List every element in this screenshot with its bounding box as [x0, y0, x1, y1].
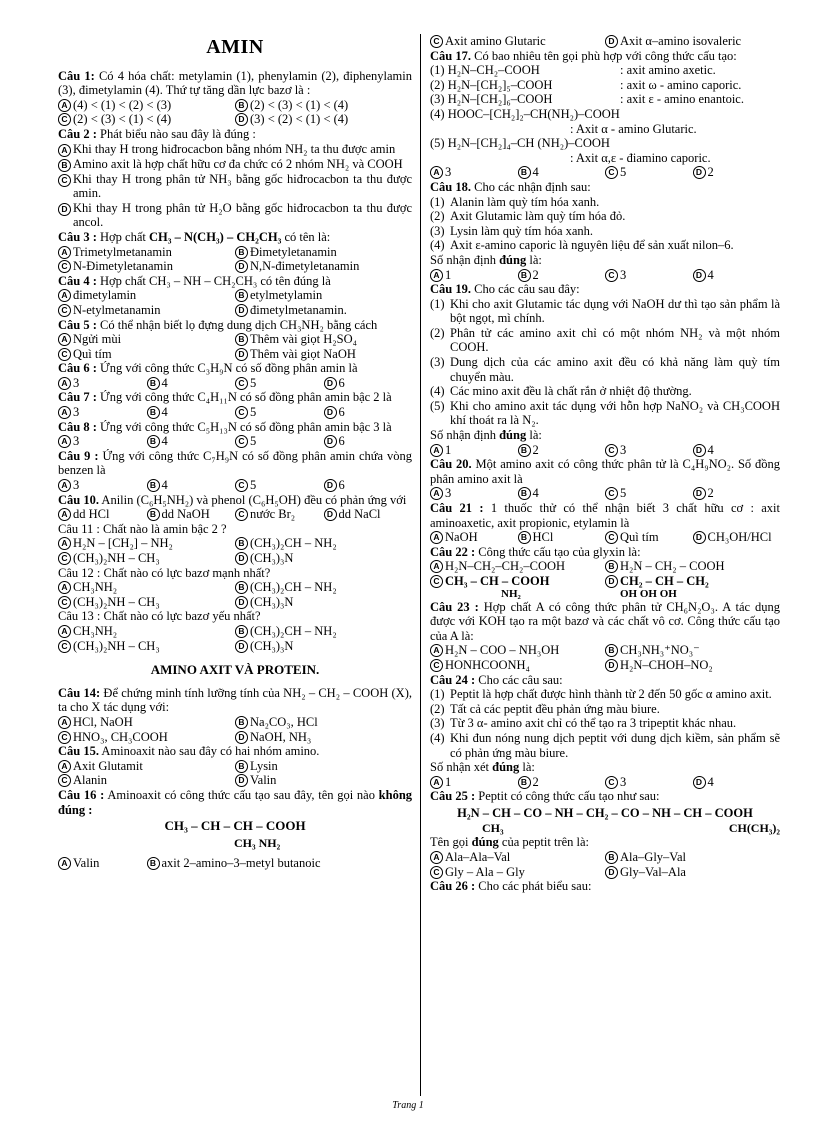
peptide-formula-substituents: CH₃ CH(CH₃)₂ — [482, 821, 780, 836]
question-label: Câu 21 : — [430, 501, 484, 515]
option-b[interactable]: B 2 — [518, 775, 606, 790]
option-b[interactable]: B 4 — [147, 434, 236, 449]
option-d[interactable]: D 6 — [324, 405, 413, 420]
option-c[interactable]: C (CH₃)₂NH – CH₃ — [58, 595, 235, 610]
question-text: Peptit có công thức cấu tạo như sau: — [478, 789, 660, 804]
option-b[interactable]: B 2 — [518, 443, 606, 458]
compound-item: (1) H₂N–CH₂–COOH : axit amino axetic. — [430, 63, 716, 78]
name-prompt: Tên gọi đúng của peptit trên là: — [430, 835, 590, 850]
question-label: Câu 9 : — [58, 448, 99, 463]
question-label: Câu 6 : — [58, 361, 97, 376]
section-title: AMINO AXIT VÀ PROTEIN. — [150, 662, 320, 678]
option-d[interactable]: D Valin — [235, 773, 412, 788]
structural-formula: CH₂ – CH – CH₂ — [620, 573, 709, 588]
question-16: Câu 16 : Aminoaxit có công thức cấu tạo sau đây, tên gọi nào không đúng : CH₃ – CH – CH – COOH CH₃ NH₂ A Valin B axit 2–amino–3–metyl butanoic — [58, 787, 413, 871]
question-label: Câu 26 : — [430, 879, 476, 894]
question-label: Câu 14: — [58, 685, 101, 700]
question-text: Ứng với công thức C₇H₉N có số đồng phân amin chứa vòng benzen là — [58, 448, 413, 478]
option-c[interactable]: C HNO₃, CH₃COOH — [58, 730, 235, 745]
question-8 — [58, 420, 412, 449]
option-d[interactable]: D Axit α–amino isovaleric — [605, 34, 780, 49]
question-11 — [58, 522, 412, 566]
option-c[interactable]: C 3 — [605, 443, 693, 458]
page-title: AMIN — [206, 36, 264, 58]
option-d[interactable]: D Gly–Val–Ala — [605, 865, 780, 880]
structural-formula-substituents: NH₂ — [501, 587, 521, 600]
option-a[interactable]: A H₂N–CH₂–CH₂–COOH — [430, 559, 605, 574]
compound-item: (5) H₂N–[CH₂]₄–CH (NH₂)–COOH — [430, 136, 610, 151]
option-d[interactable]: D 6 — [324, 478, 413, 493]
option-a[interactable]: A (4) < (1) < (2) < (3) — [58, 98, 235, 113]
option-b[interactable]: B H₂N – CH₂ – COOH — [605, 559, 780, 574]
question-17 — [430, 49, 780, 180]
option-d[interactable]: D (3) < (2) < (1) < (4) — [235, 112, 412, 127]
question-3: Câu 3 : Hợp chất CH₃ – N(CH₃) – CH₂CH₃ có tên là: A Trimetylmetanamin B Đimetyletanamin C N-Đimetyletanamin D N,N-đimetyletanamin — [58, 230, 412, 274]
option-a[interactable]: A H₂N – [CH₂] – NH₂ — [58, 536, 235, 551]
compound-formula: CH₃ – N(CH₃) – CH₂CH₃ — [149, 229, 282, 244]
option-a[interactable]: A 3 — [430, 486, 518, 501]
question-label: Câu 12 : — [58, 565, 101, 580]
option-d[interactable]: D 4 — [693, 268, 781, 283]
question-label: Câu 5 : — [58, 317, 97, 332]
option-b[interactable]: B Ala–Gly–Val — [605, 850, 780, 865]
option-d[interactable]: D (CH₃)₃N — [235, 595, 412, 610]
option-a[interactable]: A 1 — [430, 775, 518, 790]
question-text: Aminoaxit nào sau đây có hai nhóm amino. — [101, 744, 320, 759]
option-d[interactable]: D 2 — [693, 486, 781, 501]
question-text: Để chứng minh tính lưỡng tính của NH₂ – CH₂ – COOH (X), ta cho X tác dụng với: — [58, 685, 412, 715]
structural-formula: CH₃ – CH – CH – COOH — [164, 818, 306, 834]
question-label: Câu 8 : — [58, 419, 97, 434]
count-prompt: Số nhận định đúng là: — [430, 252, 542, 267]
option-d[interactable]: D 4 — [693, 443, 781, 458]
page-footer: Trang 1 — [392, 1100, 424, 1111]
statement: (2) Axit Glutamic làm quỳ tím hóa đỏ. — [430, 209, 626, 224]
question-label: Câu 16 : — [58, 787, 105, 802]
option-c[interactable]: C Khi thay H trong phân tử NH₃ bằng gốc hiđrocacbon ta thu được amin. — [58, 172, 412, 201]
compound-desc: : Axit α,ε - điamino caporic. — [570, 150, 711, 165]
question-label: Câu 20. — [430, 457, 472, 472]
question-text: Phát biểu nào sau đây là đúng : — [100, 126, 256, 141]
option-b[interactable]: B Đimetyletanamin — [235, 245, 412, 260]
option-a[interactable]: A 1 — [430, 443, 518, 458]
option-d[interactable]: D CH₂ – CH – CH₂ OH OH OH — [605, 574, 780, 600]
option-d[interactable]: D NaOH, NH₃ — [235, 730, 412, 745]
question-9 — [58, 449, 412, 493]
right-column — [430, 34, 780, 894]
option-d[interactable]: D 2 — [693, 165, 781, 180]
option-c[interactable]: C 5 — [235, 376, 324, 391]
option-a[interactable]: A 3 — [58, 376, 147, 391]
option-b[interactable]: B etylmetylamin — [235, 288, 412, 303]
option-d[interactable]: D H₂N–CHOH–NO₂ — [605, 658, 780, 673]
option-a[interactable]: A 1 — [430, 268, 518, 283]
option-a[interactable]: A Trimetylmetanamin — [58, 245, 235, 260]
question-text: Ứng với công thức C₅H₁₃N có số đồng phân amin bậc 3 là — [100, 419, 392, 434]
question-label: Câu 4 : — [58, 273, 97, 288]
option-b[interactable]: B 4 — [518, 486, 606, 501]
option-a[interactable]: A 3 — [58, 434, 147, 449]
option-c[interactable]: C 3 — [605, 268, 693, 283]
statement: (1) Alanin làm quỳ tím hóa xanh. — [430, 194, 600, 209]
option-b[interactable]: B axit 2–amino–3–metyl butanoic — [147, 856, 413, 871]
statement: (1) Khi cho axit Glutamic tác dụng với NaOH dư thì tạo sản phẩm là bột ngọt, mì chính. — [430, 296, 780, 326]
option-a[interactable]: A Ngửi mùi — [58, 332, 235, 347]
option-b[interactable]: B (CH₃)₂CH – NH₂ — [235, 624, 412, 639]
question-label: Câu 17. — [430, 48, 471, 63]
option-c[interactable]: C 5 — [235, 434, 324, 449]
question-label: Câu 15. — [58, 744, 99, 759]
option-b[interactable]: B CH₃NH₃⁺NO₃⁻ — [605, 643, 780, 658]
question-label: Câu 19. — [430, 282, 471, 297]
question-label: Câu 18. — [430, 179, 471, 194]
option-b[interactable]: B 4 — [147, 478, 236, 493]
option-b[interactable]: B Lysin — [235, 759, 412, 774]
option-c[interactable]: C Axit amino Glutaric — [430, 34, 605, 49]
option-b[interactable]: B (CH₃)₂CH – NH₂ — [235, 536, 412, 551]
question-text: Có bao nhiêu tên gọi phù hợp với công thức cấu tạo: — [474, 48, 737, 63]
option-d[interactable]: D N,N-đimetyletanamin — [235, 259, 412, 274]
option-d[interactable]: D Thêm vài giọt NaOH — [235, 347, 412, 362]
question-text: Công thức cấu tạo của glyxin là: — [478, 544, 641, 559]
question-4 — [58, 274, 412, 318]
option-b[interactable]: B (2) < (3) < (1) < (4) — [235, 98, 412, 113]
option-c[interactable]: C nước Br₂ — [235, 507, 324, 522]
option-d[interactable]: D 6 — [324, 376, 413, 391]
compound-item: (4) HOOC–[CH₂]₂–CH(NH₂)–COOH — [430, 106, 620, 121]
option-d[interactable]: D dd NaCl — [324, 507, 413, 522]
question-text: 1 thuốc thử có thể nhận biết 3 chất hữu cơ : axit aminoaxetic, axit propionic, etylamin là — [430, 501, 780, 530]
question-label: Câu 24 : — [430, 672, 476, 687]
question-label: Câu 3 : — [58, 229, 97, 244]
question-20 — [430, 457, 780, 501]
question-6 — [58, 361, 412, 390]
structural-formula: CH₃ – CH – COOH — [445, 573, 550, 588]
option-c[interactable]: C HONHCOONH₄ — [430, 658, 605, 673]
left-column — [58, 34, 412, 871]
option-a[interactable]: A H₂N – COO – NH₃OH — [430, 643, 605, 658]
count-prompt: Số nhận định đúng là: — [430, 428, 542, 443]
option-b[interactable]: B Amino axit là hợp chất hữu cơ đa chức có 2 nhóm NH₂ và COOH — [58, 157, 412, 172]
question-15 — [58, 744, 412, 788]
question-text: Cho các câu sau đây: — [474, 282, 580, 297]
question-text: Một amino axit có công thức phân tử là C₄H₉NO₂. Số đồng phân amino axit là — [430, 457, 781, 486]
question-24 — [430, 673, 780, 790]
option-b[interactable]: B 4 — [518, 165, 606, 180]
option-a[interactable]: A 3 — [58, 478, 147, 493]
option-b[interactable]: B Na₂CO₃, HCl — [235, 715, 412, 730]
option-c[interactable]: C Gly – Ala – Gly — [430, 865, 605, 880]
question-text: Cho các nhận định sau: — [474, 179, 591, 194]
option-a[interactable]: A NaOH — [430, 530, 518, 545]
statement: (4) Axit ε-amino caporic là nguyên liệu để sản xuất nilon–6. — [430, 238, 734, 253]
statement: (2) Tất cả các peptit đều phản ứng màu biure. — [430, 701, 660, 716]
question-text: Có 4 hóa chất: metylamin (1), phenylamin (2), điphenylamin (3), đimetylamin (4). Thứ tự tăng dần lực bazơ là : — [58, 68, 412, 98]
question-text: Chất nào có lực bazơ mạnh nhất? — [103, 565, 271, 580]
option-c[interactable]: C Quì tím — [605, 530, 693, 545]
option-d[interactable]: D CH₃OH/HCl — [693, 530, 781, 545]
option-a[interactable]: A Ala–Ala–Val — [430, 850, 605, 865]
question-label: Câu 1: — [58, 68, 95, 83]
question-text: Cho các câu sau: — [478, 672, 563, 687]
statement: (1) Peptit là hợp chất được hình thành từ 2 đến 50 gốc α amino axit. — [430, 687, 772, 702]
option-d[interactable]: D (CH₃)₃N — [235, 639, 412, 654]
option-c[interactable]: C 3 — [605, 775, 693, 790]
statement: (4) Khi đun nóng nung dịch peptit với dung dịch kiềm, sản phẩm sẽ có phản ứng màu biure. — [430, 730, 780, 760]
question-7 — [58, 390, 412, 419]
statement: (3) Lysin làm quỳ tím hóa xanh. — [430, 223, 594, 238]
option-d[interactable]: D Khi thay H trong phân tử H₂O bằng gốc hiđrocacbon ta thu được ancol. — [58, 201, 412, 230]
option-c[interactable]: C CH₃ – CH – COOH NH₂ — [430, 574, 605, 600]
count-prompt: Số nhận xét đúng là: — [430, 760, 535, 775]
question-22 — [430, 545, 780, 600]
option-a[interactable]: A 3 — [430, 165, 518, 180]
option-b[interactable]: B (CH₃)₂CH – NH₂ — [235, 580, 412, 595]
question-text: Anilin (C₆H₅NH₂) và phenol (C₆H₅OH) đều có phản ứng với — [101, 492, 407, 507]
option-c[interactable]: C 5 — [235, 405, 324, 420]
question-26 — [430, 879, 780, 894]
option-a[interactable]: A Valin — [58, 856, 147, 871]
option-b[interactable]: B 4 — [147, 405, 236, 420]
question-23 — [430, 600, 780, 673]
question-18 — [430, 180, 780, 282]
question-text: Hợp chất CH₃ – NH – CH₂CH₃ có tên đúng là — [100, 273, 331, 288]
question-label: Câu 10. — [58, 492, 99, 507]
statement: (2) Phân tử các amino axit chỉ có một nhóm NH₂ và một nhóm COOH. — [430, 325, 780, 355]
option-a[interactable]: A Khi thay H trong hiđrocacbon bằng nhóm NH₂ ta thu được amin — [58, 142, 412, 157]
option-a[interactable]: A 3 — [58, 405, 147, 420]
question-text: Chất nào là amin bậc 2 ? — [103, 521, 227, 536]
question-text: Cho các phát biểu sau: — [478, 879, 592, 894]
option-d[interactable]: D đimetylmetanamin. — [235, 303, 412, 318]
option-c[interactable]: C (CH₃)₂NH – CH₃ — [58, 551, 235, 566]
option-b[interactable]: B dd NaOH — [147, 507, 236, 522]
question-25 — [430, 789, 780, 879]
question-19 — [430, 282, 780, 457]
question-2 — [58, 127, 412, 230]
question-text: Chất nào có lực bazơ yếu nhất? — [103, 609, 261, 624]
question-label: Câu 23 : — [430, 599, 479, 614]
option-c[interactable]: C Quì tím — [58, 347, 235, 362]
option-b[interactable]: B 4 — [147, 376, 236, 391]
question-text: Hợp chất A có công thức phân tử CH₆N₂O₃. A tác dụng được với KOH tạo ra một bazơ và các chất vô cơ. Công thức cấu tạo của A là: — [430, 599, 780, 643]
option-a[interactable]: A đimetylamin — [58, 288, 235, 303]
statement: (5) Khi cho amino axit tác dụng với hỗn hợp NaNO₂ và CH₃COOH khí thoát ra là N₂. — [430, 398, 780, 428]
statement: (3) Dung dịch của các amino axit đều có khả năng làm quỳ tím chuyển màu. — [430, 355, 780, 384]
option-c[interactable]: C (2) < (3) < (1) < (4) — [58, 112, 235, 127]
option-a[interactable]: A CH₃NH₂ — [58, 580, 235, 595]
question-16-continued — [430, 34, 780, 49]
question-1 — [58, 69, 412, 127]
question-21 — [430, 501, 780, 545]
option-c[interactable]: C N-Đimetyletanamin — [58, 259, 235, 274]
option-c[interactable]: C 5 — [605, 165, 693, 180]
option-d[interactable]: D (CH₃)₃N — [235, 551, 412, 566]
option-d[interactable]: D 6 — [324, 434, 413, 449]
question-label: Câu 22 : — [430, 544, 476, 559]
question-12 — [58, 566, 412, 610]
option-c[interactable]: C Alanin — [58, 773, 235, 788]
question-label: Câu 13 : — [58, 609, 101, 624]
option-a[interactable]: A CH₃NH₂ — [58, 624, 235, 639]
option-c[interactable]: C 5 — [605, 486, 693, 501]
question-14 — [58, 686, 412, 744]
question-label: Câu 11 : — [58, 521, 100, 536]
compound-item: (2) H₂N–[CH₂]₅–COOH : axit ω - amino caporic. — [430, 77, 742, 92]
question-5 — [58, 318, 412, 362]
structural-formula-substituents: OH OH OH — [620, 587, 677, 600]
option-a[interactable]: A Axit Glutamit — [58, 759, 235, 774]
question-label: Câu 2 : — [58, 126, 97, 141]
option-d[interactable]: D 4 — [693, 775, 781, 790]
question-text: Có thể nhận biết lọ đựng dung dịch CH₃NH₂ bằng cách — [100, 317, 378, 332]
option-c[interactable]: C 5 — [235, 478, 324, 493]
option-c[interactable]: C (CH₃)₂NH – CH₃ — [58, 639, 235, 654]
question-13 — [58, 609, 412, 653]
option-b[interactable]: B HCl — [518, 530, 606, 545]
question-label: Câu 7 : — [58, 390, 97, 405]
option-c[interactable]: C N-etylmetanamin — [58, 303, 235, 318]
compound-item: (3) H₂N–[CH₂]₆–COOH : axit ε - amino enantoic. — [430, 92, 744, 107]
question-10 — [58, 493, 412, 522]
column-divider — [420, 34, 421, 1096]
option-a[interactable]: A HCl, NaOH — [58, 715, 235, 730]
question-text: Ứng với công thức C₄H₁₁N có số đồng phân amin bậc 2 là — [100, 390, 392, 405]
option-a[interactable]: A dd HCl — [58, 507, 147, 522]
peptide-formula: H₂N – CH – CO – NH – CH₂ – CO – NH – CH – COOH — [457, 805, 753, 820]
compound-desc: : Axit α - amino Glutaric. — [570, 121, 697, 136]
structural-formula-substituents: CH₃ NH₂ — [234, 835, 281, 850]
statement: (4) Các mino axit đều là chất rắn ở nhiệt độ thường. — [430, 384, 692, 399]
option-b[interactable]: B 2 — [518, 268, 606, 283]
option-b[interactable]: B Thêm vài giọt H₂SO₄ — [235, 332, 412, 347]
statement: (3) Từ 3 α- amino axit chỉ có thể tạo ra 3 tripeptit khác nhau. — [430, 716, 737, 731]
question-text: Ứng với công thức C₃H₉N có số đồng phân amin là — [100, 361, 358, 376]
question-label: Câu 25 : — [430, 789, 476, 804]
